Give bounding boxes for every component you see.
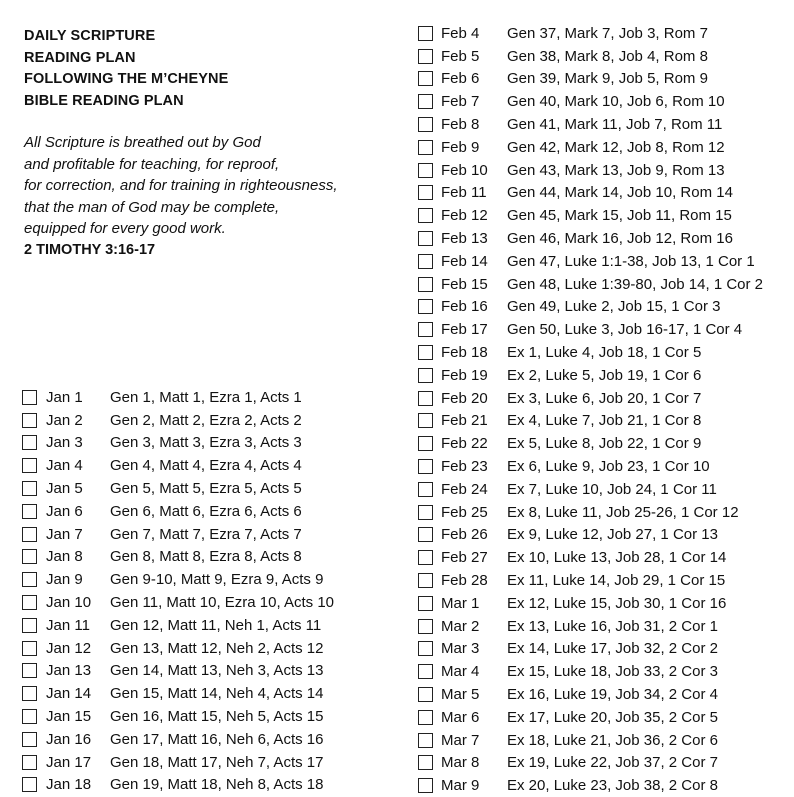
reading-passages: Ex 14, Luke 17, Job 32, 2 Cor 2 [507,640,718,658]
checkbox[interactable] [418,710,433,725]
reading-row [22,591,334,614]
reading-date: Feb 11 [441,184,487,202]
reading-row [22,454,334,477]
quote-reference: 2 TIMOTHY 3:16-17 [24,241,156,258]
reading-date: Feb 21 [441,412,488,430]
reading-passages: Gen 41, Mark 11, Job 7, Rom 11 [507,116,723,134]
checkbox[interactable] [418,254,433,269]
checkbox[interactable] [418,619,433,634]
quote-line: that the man of God may be complete, [24,198,280,216]
reading-passages: Ex 16, Luke 19, Job 34, 2 Cor 4 [507,686,718,703]
reading-date: Jan 2 [46,411,83,429]
checkbox[interactable] [22,549,37,564]
reading-passages: Ex 8, Luke 11, Job 25-26, 1 Cor 12 [507,503,739,521]
reading-passages: Gen 9-10, Matt 9, Ezra 9, Acts 9 [110,571,324,589]
reading-row [418,341,763,364]
reading-row [418,182,763,205]
reading-passages: Ex 4, Luke 7, Job 21, 1 Cor 8 [507,412,702,430]
reading-passages: Ex 12, Luke 15, Job 30, 1 Cor 16 [507,594,727,612]
reading-row [22,409,334,432]
reading-date: Jan 5 [46,480,83,498]
reading-date: Feb 23 [441,458,488,476]
checkbox[interactable] [22,641,37,656]
reading-date: Feb 9 [441,138,480,156]
reading-row [22,386,334,409]
checkbox[interactable] [418,163,433,178]
reading-row [418,136,763,159]
reading-date: Jan 11 [46,616,90,634]
reading-passages: Ex 17, Luke 20, Job 35, 2 Cor 5 [507,708,718,726]
reading-row [22,728,334,751]
reading-passages: Gen 43, Mark 13, Job 9, Rom 13 [507,161,725,179]
reading-row [22,500,334,523]
reading-date: Feb 12 [441,207,488,225]
reading-row [418,273,763,296]
checkbox[interactable] [418,527,433,542]
checkbox[interactable] [418,117,433,132]
reading-list-february-march [418,22,763,797]
reading-passages: Gen 6, Matt 6, Ezra 6, Acts 6 [110,502,302,520]
reading-passages: Gen 39, Mark 9, Job 5, Rom 9 [507,70,708,88]
title-line: FOLLOWING THE M’CHEYNE [24,71,229,87]
checkbox[interactable] [418,436,433,451]
reading-passages: Ex 2, Luke 5, Job 19, 1 Cor 6 [507,366,702,384]
reading-date: Jan 6 [46,502,83,520]
reading-row [418,318,763,341]
reading-row [418,387,763,410]
reading-passages: Gen 14, Matt 13, Neh 3, Acts 13 [110,662,324,680]
reading-passages: Gen 5, Matt 5, Ezra 5, Acts 5 [110,480,302,498]
reading-row [418,113,763,136]
reading-row [418,159,763,182]
checkbox[interactable] [418,733,433,748]
quote-line: and profitable for teaching, for reproof, [24,155,280,173]
reading-row [22,477,334,500]
reading-date: Feb 8 [441,116,480,134]
quote-line: for correction, and for training in righteousness, [24,177,338,194]
reading-passages: Gen 12, Matt 11, Neh 1, Acts 11 [110,616,322,634]
reading-passages: Gen 37, Mark 7, Job 3, Rom 7 [507,24,708,42]
reading-date: Mar 5 [441,686,480,703]
reading-row [418,227,763,250]
reading-row [22,660,334,683]
reading-passages: Ex 3, Luke 6, Job 20, 1 Cor 7 [507,389,702,407]
reading-row [418,478,763,501]
reading-date: Mar 1 [441,594,480,612]
checkbox[interactable] [22,390,37,405]
quote-line: All Scripture is breathed out by God [24,134,261,151]
checkbox[interactable] [22,755,37,770]
checkbox[interactable] [22,709,37,724]
checkbox[interactable] [22,663,37,678]
checkbox[interactable] [22,435,37,450]
checkbox[interactable] [418,49,433,64]
reading-date: Jan 9 [46,571,83,589]
checkbox[interactable] [22,777,37,792]
reading-passages: Ex 18, Luke 21, Job 36, 2 Cor 6 [507,731,718,749]
reading-row [418,22,763,45]
reading-date: Feb 18 [441,344,488,362]
reading-passages: Gen 4, Matt 4, Ezra 4, Acts 4 [110,457,302,475]
reading-date: Jan 4 [46,457,83,475]
reading-date: Mar 8 [441,754,480,772]
reading-row [418,752,763,775]
reading-passages: Ex 19, Luke 22, Job 37, 2 Cor 7 [507,754,718,772]
title-line: READING PLAN [24,49,136,66]
reading-date: Feb 22 [441,435,488,453]
reading-passages: Ex 11, Luke 14, Job 29, 1 Cor 15 [507,572,726,590]
reading-row [418,410,763,433]
checkbox[interactable] [22,504,37,519]
reading-passages: Gen 1, Matt 1, Ezra 1, Acts 1 [110,388,302,406]
reading-row [418,296,763,319]
reading-date: Feb 20 [441,389,488,407]
reading-row [22,751,334,774]
reading-passages: Gen 45, Mark 15, Job 11, Rom 15 [507,207,732,225]
reading-passages: Ex 6, Luke 9, Job 23, 1 Cor 10 [507,458,710,476]
checkbox[interactable] [418,596,433,611]
reading-date: Feb 6 [441,70,480,88]
reading-passages: Ex 20, Luke 23, Job 38, 2 Cor 8 [507,777,718,795]
reading-date: Jan 8 [46,548,83,566]
reading-passages: Ex 5, Luke 8, Job 22, 1 Cor 9 [507,435,702,453]
reading-passages: Gen 7, Matt 7, Ezra 7, Acts 7 [110,525,302,543]
checkbox[interactable] [418,641,433,656]
reading-passages: Gen 42, Mark 12, Job 8, Rom 12 [507,138,725,156]
reading-row [418,615,763,638]
reading-passages: Gen 16, Matt 15, Neh 5, Acts 15 [110,708,324,726]
reading-passages: Gen 13, Matt 12, Neh 2, Acts 12 [110,639,324,657]
reading-date: Mar 4 [441,663,480,681]
reading-date: Mar 3 [441,640,480,658]
reading-passages: Ex 13, Luke 16, Job 31, 2 Cor 1 [507,617,718,635]
reading-date: Mar 9 [441,777,480,795]
reading-row [22,637,334,660]
checkbox[interactable] [418,664,433,679]
checkbox[interactable] [418,573,433,588]
reading-row [418,524,763,547]
checkbox[interactable] [418,482,433,497]
reading-row [418,592,763,615]
reading-date: Feb 13 [441,230,488,248]
reading-row [418,683,763,706]
reading-row [418,432,763,455]
reading-row [22,432,334,455]
reading-row [418,250,763,273]
reading-date: Jan 13 [46,662,92,680]
checkbox[interactable] [418,94,433,109]
checkbox[interactable] [418,368,433,383]
reading-passages: Gen 8, Matt 8, Ezra 8, Acts 8 [110,548,302,566]
reading-row [418,569,763,592]
reading-date: Feb 27 [441,549,488,567]
checkbox[interactable] [22,595,37,610]
reading-date: Jan 17 [46,753,92,771]
reading-date: Feb 5 [441,47,480,65]
reading-date: Jan 10 [46,594,92,612]
checkbox[interactable] [418,413,433,428]
checkbox[interactable] [22,413,37,428]
checkbox[interactable] [418,755,433,770]
reading-date: Jan 1 [46,388,83,406]
reading-row [22,705,334,728]
reading-passages: Ex 1, Luke 4, Job 18, 1 Cor 5 [507,344,702,362]
reading-date: Jan 18 [46,776,92,794]
reading-date: Feb 25 [441,503,488,521]
reading-date: Mar 2 [441,617,480,635]
reading-row [22,523,334,546]
checkbox[interactable] [418,299,433,314]
reading-passages: Gen 15, Matt 14, Neh 4, Acts 14 [110,685,324,703]
reading-date: Feb 28 [441,572,488,590]
reading-row [22,546,334,569]
reading-passages: Gen 3, Matt 3, Ezra 3, Acts 3 [110,434,302,452]
reading-date: Feb 14 [441,252,488,270]
checkbox[interactable] [418,550,433,565]
reading-date: Feb 17 [441,321,488,339]
checkbox[interactable] [22,686,37,701]
reading-passages: Gen 48, Luke 1:39-80, Job 14, 1 Cor 2 [507,275,764,293]
reading-row [22,614,334,637]
reading-row [418,638,763,661]
reading-date: Feb 16 [441,298,488,316]
checkbox[interactable] [22,618,37,633]
reading-date: Feb 7 [441,93,480,111]
checkbox[interactable] [418,185,433,200]
reading-date: Jan 16 [46,730,92,748]
reading-date: Feb 19 [441,366,488,384]
reading-passages: Gen 40, Mark 10, Job 6, Rom 10 [507,93,725,111]
checkbox[interactable] [418,140,433,155]
title-line: DAILY SCRIPTURE [24,28,156,44]
reading-date: Jan 14 [46,685,92,703]
reading-row [418,364,763,387]
checkbox[interactable] [418,459,433,474]
reading-row [418,68,763,91]
reading-date: Jan 7 [46,525,83,543]
reading-date: Mar 6 [441,708,480,726]
reading-passages: Gen 46, Mark 16, Job 12, Rom 16 [507,230,733,248]
checkbox[interactable] [418,345,433,360]
reading-row [418,455,763,478]
reading-passages: Gen 11, Matt 10, Ezra 10, Acts 10 [110,594,335,612]
reading-row [22,774,334,797]
reading-passages: Gen 38, Mark 8, Job 4, Rom 8 [507,47,708,65]
reading-date: Feb 10 [441,161,488,179]
reading-passages: Gen 19, Matt 18, Neh 8, Acts 18 [110,776,324,794]
checkbox[interactable] [418,687,433,702]
checkbox[interactable] [418,208,433,223]
reading-date: Feb 4 [441,24,480,42]
checkbox[interactable] [22,481,37,496]
checkbox[interactable] [22,458,37,473]
reading-passages: Gen 17, Matt 16, Neh 6, Acts 16 [110,730,324,748]
checkbox[interactable] [22,732,37,747]
reading-row [418,546,763,569]
reading-passages: Ex 10, Luke 13, Job 28, 1 Cor 14 [507,549,727,567]
reading-row [418,729,763,752]
reading-date: Jan 15 [46,708,92,726]
quote-line: equipped for every good work. [24,220,226,237]
reading-row [22,682,334,705]
title-line: BIBLE READING PLAN [24,92,184,109]
reading-passages: Ex 9, Luke 12, Job 27, 1 Cor 13 [507,526,718,544]
reading-passages: Gen 47, Luke 1:1-38, Job 13, 1 Cor 1 [507,252,755,270]
checkbox[interactable] [22,572,37,587]
reading-row [22,568,334,591]
checkbox[interactable] [22,527,37,542]
reading-row [418,45,763,68]
scripture-quote [24,132,394,261]
checkbox[interactable] [418,391,433,406]
checkbox[interactable] [418,505,433,520]
checkbox[interactable] [418,231,433,246]
reading-passages: Ex 15, Luke 18, Job 33, 2 Cor 3 [507,663,718,681]
reading-row [418,90,763,113]
checkbox[interactable] [418,277,433,292]
reading-row [418,501,763,524]
reading-passages: Gen 2, Matt 2, Ezra 2, Acts 2 [110,411,302,429]
checkbox[interactable] [418,26,433,41]
reading-date: Feb 26 [441,526,488,544]
reading-date: Jan 3 [46,434,83,452]
plan-title [24,26,228,112]
reading-date: Mar 7 [441,731,480,749]
reading-passages: Gen 50, Luke 3, Job 16-17, 1 Cor 4 [507,321,743,339]
checkbox[interactable] [418,71,433,86]
reading-date: Feb 15 [441,275,488,293]
reading-passages: Gen 44, Mark 14, Job 10, Rom 14 [507,184,733,202]
reading-passages: Gen 18, Matt 17, Neh 7, Acts 17 [110,753,324,771]
reading-row [418,706,763,729]
reading-passages: Ex 7, Luke 10, Job 24, 1 Cor 11 [507,480,717,498]
reading-row [418,660,763,683]
reading-passages: Gen 49, Luke 2, Job 15, 1 Cor 3 [507,298,721,316]
reading-row [418,204,763,227]
checkbox[interactable] [418,322,433,337]
checkbox[interactable] [418,778,433,793]
reading-date: Feb 24 [441,480,488,498]
reading-date: Jan 12 [46,639,92,657]
reading-list-january [22,386,334,796]
